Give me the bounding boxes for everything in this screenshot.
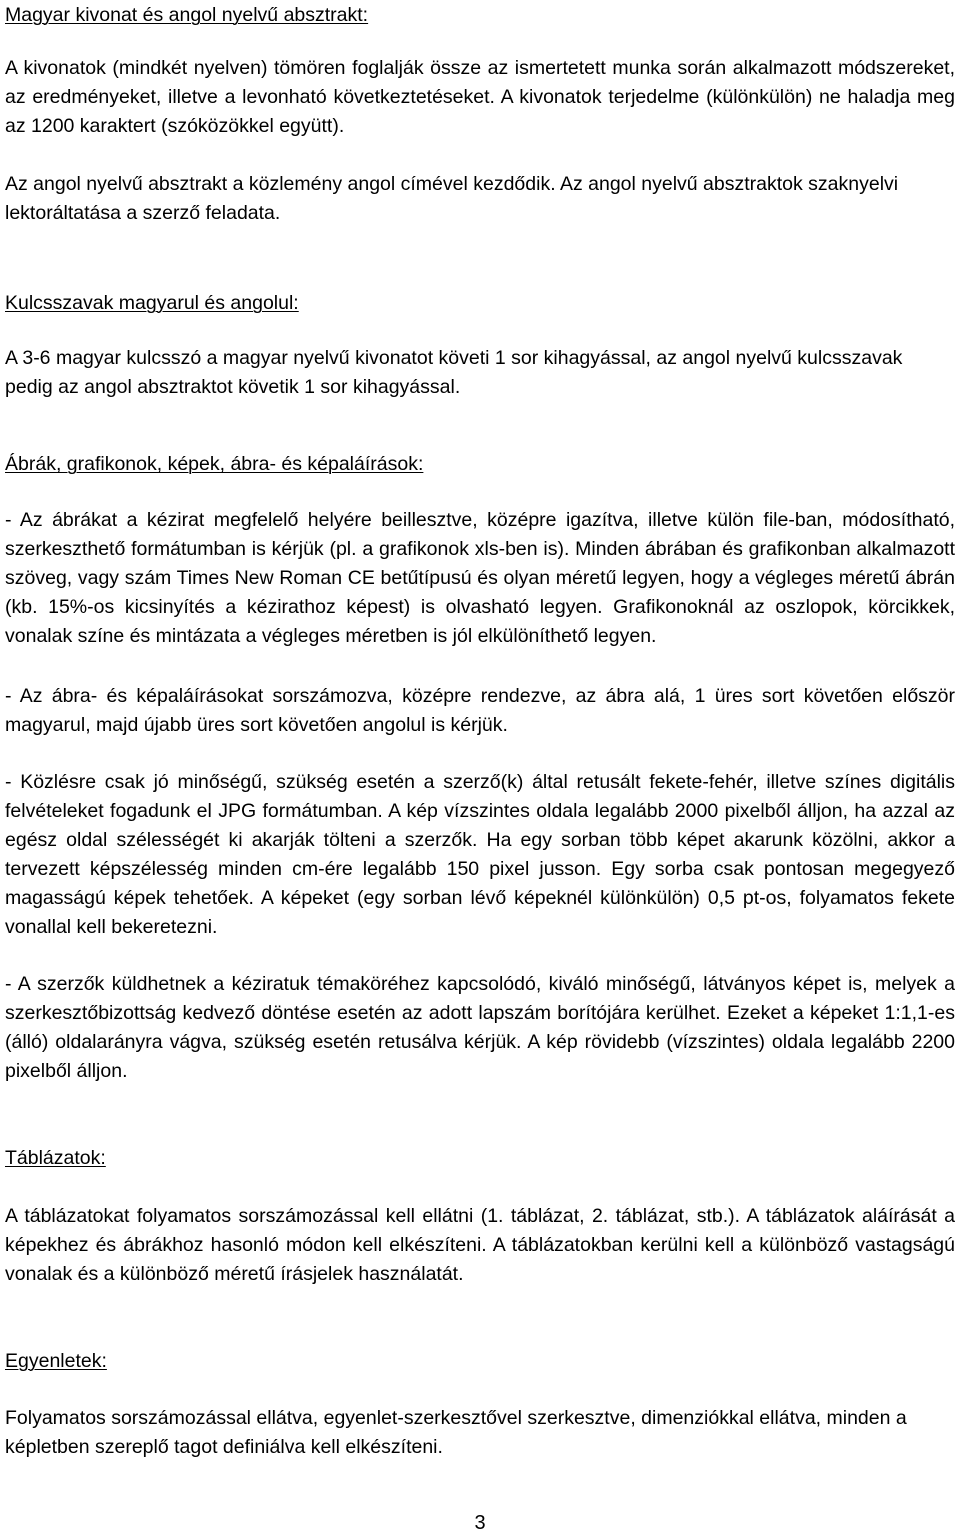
paragraph-figures-placement: - Az ábrákat a kézirat megfelelő helyére beillesztve, középre igazítva, illetve külön file-ban, módosítható, szerkeszthető formátumban is kérjük (pl. a grafikonok xls-ben is). Minden ábrában és grafikonban alkalmazott szöveg, vagy szám Times New Roman CE betűtípusú és olyan méretű legyen, hogy a végleges méretű ábrán (kb. 15%-os kicsinyítés a kézirathoz képest) is olvasható legyen. Grafikonoknál az oszlopok, körcikkek, vonalak színe és mintázata a végleges méretben is jól elkülöníthető legyen. (5, 509, 955, 647)
section-heading-keywords: Kulcsszavak magyarul és angolul: (5, 292, 299, 314)
section-heading-tables: Táblázatok: (5, 1147, 106, 1169)
paragraph-keywords: A 3-6 magyar kulcsszó a magyar nyelvű kivonatot követi 1 sor kihagyással, az angol nyelvű kulcsszavak pedig az angol absztraktot követik 1 sor kihagyással. (5, 347, 903, 398)
paragraph-tables: A táblázatokat folyamatos sorszámozással kell ellátni (1. táblázat, 2. táblázat, stb.). A táblázatok aláírását a képekhez és ábrákhoz hasonló módon kell elkészíteni. A táblázatokban kerülni kell a különböző vastagságú vonalak és a különböző méretű írásjelek használatát. (5, 1205, 955, 1285)
paragraph-figure-captions: - Az ábra- és képaláírásokat sorszámozva, középre rendezve, az ábra alá, 1 üres sort követően először magyarul, majd újabb üres sort követően angolul is kérjük. (5, 685, 955, 736)
paragraph-abstract-english: Az angol nyelvű absztrakt a közlemény angol címével kezdődik. Az angol nyelvű absztraktok szaknyelvi lektoráltatása a szerző feladata. (5, 173, 899, 224)
section-heading-equations: Egyenletek: (5, 1350, 107, 1372)
paragraph-abstract-length: A kivonatok (mindkét nyelven) tömören foglalják össze az ismertetett munka során alkalmazott módszereket, az eredményeket, illetve a levonható következtetéseket. A kivonatok terjedelme (különkülön) ne haladja meg az 1200 karaktert (szóközökkel együtt). (5, 57, 955, 137)
section-heading-figures: Ábrák, grafikonok, képek, ábra- és képaláírások: (5, 453, 424, 475)
page-number: 3 (474, 1512, 486, 1534)
section-heading-abstract: Magyar kivonat és angol nyelvű absztrakt: (5, 4, 369, 26)
paragraph-cover-images: - A szerzők küldhetnek a kéziratuk témaköréhez kapcsolódó, kiváló minőségű, látványos képet is, melyek a szerkesztőbizottság kedvező döntése esetén az adott lapszám borítójára kerülhet. Ezeket a képeket 1:1,1-es (álló) oldalarányra vágva, szükség esetén retusálva kérjük. A kép rövidebb (vízszintes) oldala legalább 2200 pixelből álljon. (5, 973, 955, 1082)
paragraph-equations: Folyamatos sorszámozással ellátva, egyenlet-szerkesztővel szerkesztve, dimenziókkal ellátva, minden a képletben szereplő tagot definiálva kell elkészíteni. (5, 1407, 907, 1458)
paragraph-image-quality: - Közlésre csak jó minőségű, szükség esetén a szerző(k) által retusált fekete-fehér, illetve színes digitális felvételeket fogadunk el JPG formátumban. A kép vízszintes oldala legalább 2000 pixelből álljon, ha azzal az egész oldal szélességét ki akarják tölteni a szerzők. Ha egy sorban több képet akarunk közölni, akkor a tervezett képszélesség minden cm-ére legalább 150 pixel jusson. Egy sorba csak pontosan megegyező magasságú képek tehetőek. A képeket (egy sorban lévő képeknél különkülön) 0,5 pt-os, folyamatos fekete vonallal kell bekeretezni. (5, 771, 955, 938)
